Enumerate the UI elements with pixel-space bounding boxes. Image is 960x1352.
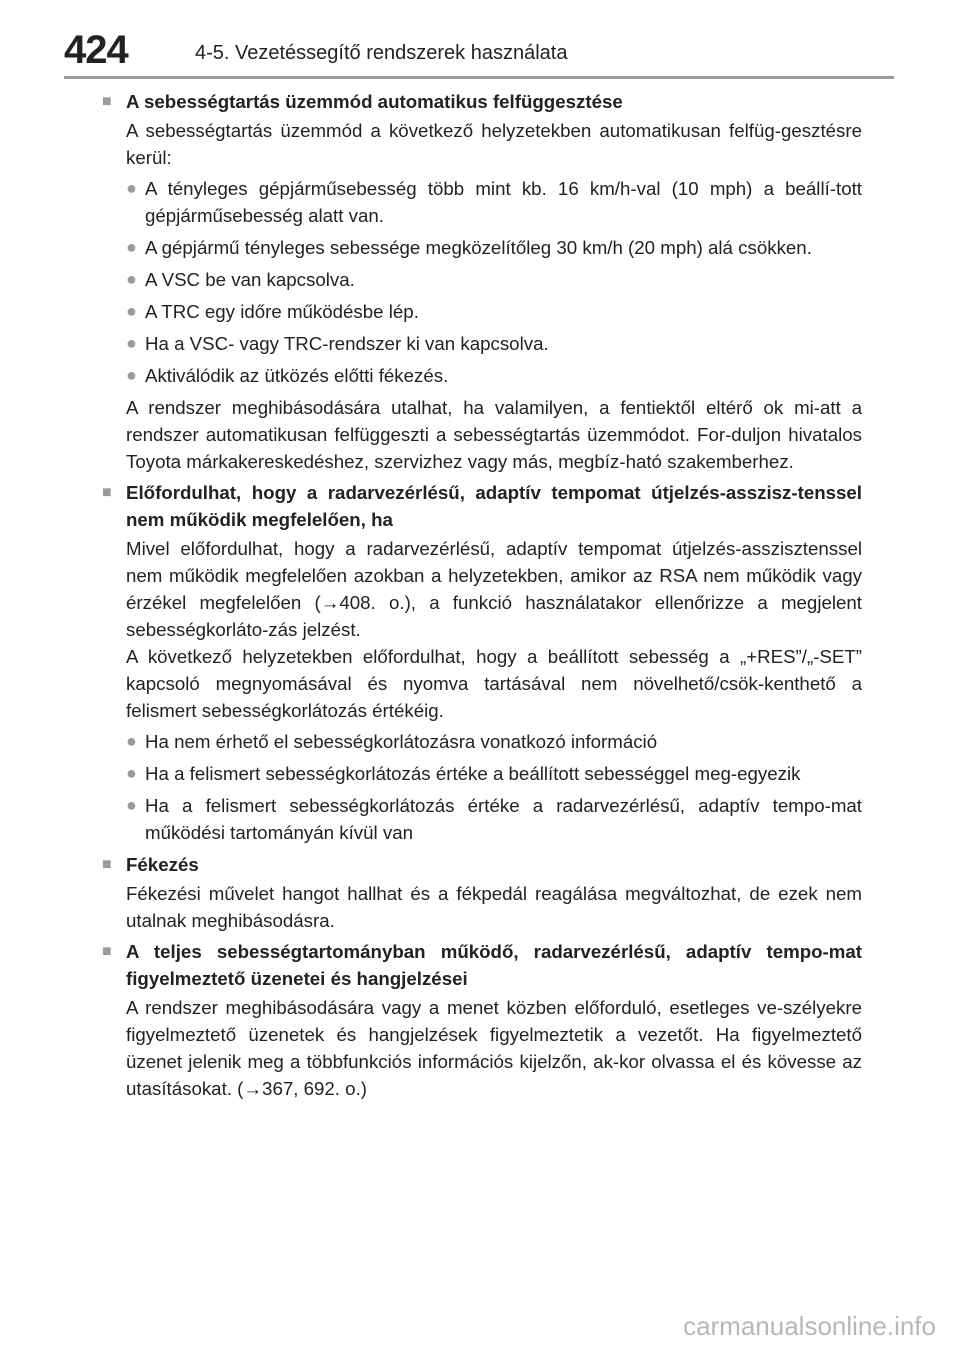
circle-bullet-icon: ●	[126, 731, 137, 751]
list-item: ● Ha a felismert sebességkorlátozás értéke a radarvezérlésű, adaptív tempo-mat működési tartományán kívül van	[126, 792, 862, 846]
list-item: ● Ha a VSC- vagy TRC-rendszer ki van kapcsolva.	[126, 330, 862, 357]
circle-bullet-icon: ●	[126, 178, 137, 198]
section-auto-suspend	[102, 88, 862, 475]
list-item: ● A VSC be van kapcsolva.	[126, 266, 862, 293]
chapter-title: 4-5. Vezetéssegítő rendszerek használata	[195, 42, 568, 64]
circle-bullet-icon: ●	[126, 301, 137, 321]
paragraph: A következő helyzetekben előfordulhat, hogy a beállított sebesség a „+RES”/„-SET” kapcsoló megnyomásával és nyomva tartásával nem növelhető/csök-kenthető a felismert sebességkorlátozás értékéig.	[126, 646, 862, 721]
list-item: ● Aktiválódik az ütközés előtti fékezés.	[126, 362, 862, 389]
paragraph: A sebességtartás üzemmód a következő helyzetekben automatikusan felfüg-gesztésre kerül:	[126, 120, 862, 168]
square-bullet-icon: ■	[102, 484, 112, 501]
section-rsa-limits	[102, 479, 862, 846]
bullet-list	[126, 175, 862, 389]
page-number: 424	[64, 28, 128, 72]
list-item: ● A TRC egy időre működésbe lép.	[126, 298, 862, 325]
section-heading: ■ Fékezés	[102, 851, 862, 878]
watermark-text: carmanualsonline.info	[683, 1311, 936, 1341]
list-item: ● Ha a felismert sebességkorlátozás értéke a beállított sebességgel meg-egyezik	[126, 760, 862, 787]
circle-bullet-icon: ●	[126, 795, 137, 815]
paragraph: A rendszer meghibásodására vagy a menet közben előforduló, esetleges ve-szélyekre figyelmeztető üzenetek és hangjelzések figyelmeztetik a vezetőt. Ha figyelmeztető üzenet jelenik meg a többfunkciós információs kijelzőn, ak-kor olvassa el és kövesse az utasításokat. (→367, 692. o.)	[126, 997, 862, 1099]
circle-bullet-icon: ●	[126, 333, 137, 353]
circle-bullet-icon: ●	[126, 269, 137, 289]
square-bullet-icon: ■	[102, 856, 112, 873]
section-braking	[102, 851, 862, 934]
section-heading: ■ Előfordulhat, hogy a radarvezérlésű, adaptív tempomat útjelzés-asszisz-tenssel nem működik megfelelően, ha	[102, 479, 862, 533]
list-item: ● A gépjármű tényleges sebessége megközelítőleg 30 km/h (20 mph) alá csökken.	[126, 234, 862, 261]
circle-bullet-icon: ●	[126, 365, 137, 385]
list-item: ● Ha nem érhető el sebességkorlátozásra vonatkozó információ	[126, 728, 862, 755]
page-content	[102, 88, 862, 1106]
header-divider	[64, 76, 894, 79]
square-bullet-icon: ■	[102, 943, 112, 960]
paragraph: Fékezési művelet hangot hallhat és a fékpedál reagálása megváltozhat, de ezek nem utalnak meghibásodásra.	[126, 883, 862, 931]
circle-bullet-icon: ●	[126, 763, 137, 783]
section-warnings	[102, 938, 862, 1102]
section-heading: ■ A sebességtartás üzemmód automatikus felfüggesztése	[102, 88, 862, 115]
paragraph: Mivel előfordulhat, hogy a radarvezérlésű, adaptív tempomat útjelzés-asszisztenssel nem működik megfelelően azokban a helyzetekben, amikor az RSA nem működik vagy érzékel megfelelően (→408. o.), a funkció használatakor ellenőrizze a megjelent sebességkorláto-zás jelzést.	[126, 538, 862, 640]
section-heading: ■ A teljes sebességtartományban működő, radarvezérlésű, adaptív tempo-mat figyelmeztető üzenetei és hangjelzései	[102, 938, 862, 992]
list-item: ● A tényleges gépjárműsebesség több mint kb. 16 km/h-val (10 mph) a beállí-tott gépjárműsebesség alatt van.	[126, 175, 862, 229]
bullet-list	[126, 728, 862, 846]
square-bullet-icon: ■	[102, 93, 112, 110]
page-header	[0, 0, 960, 80]
paragraph: A rendszer meghibásodására utalhat, ha valamilyen, a fentiektől eltérő ok mi-att a rendszer automatikusan felfüggeszti a sebességtartás üzemmódot. For-duljon hivatalos Toyota márkakereskedéshez, szervizhez vagy más, megbíz-ható szakemberhez.	[126, 397, 862, 472]
circle-bullet-icon: ●	[126, 237, 137, 257]
